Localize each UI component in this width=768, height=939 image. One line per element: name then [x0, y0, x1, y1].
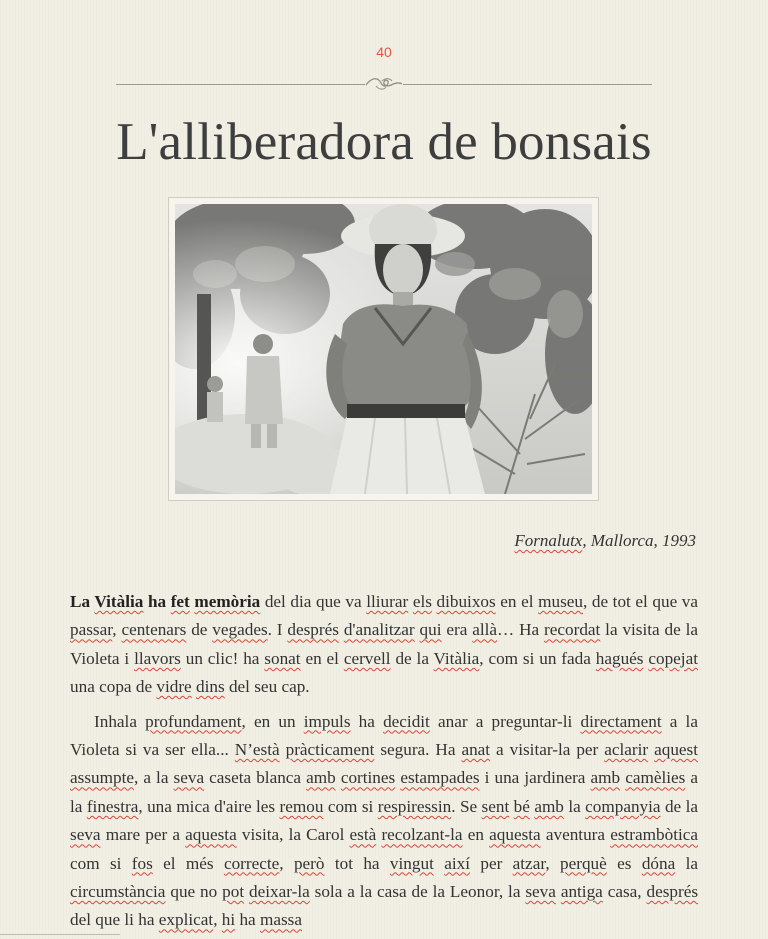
text-run: , — [279, 853, 294, 873]
text-run: sonat — [264, 648, 301, 668]
text-run: estampades — [400, 768, 480, 788]
text-run: amb — [306, 768, 336, 788]
text-run: lliurar — [366, 592, 409, 611]
text-run: que no — [165, 882, 223, 902]
text-run: del seu cap. — [224, 677, 310, 697]
text-run: perquè — [560, 853, 607, 873]
caption-rest: , Mallorca, 1993 — [582, 531, 696, 550]
text-run: a la Violeta si va ser ella... — [70, 711, 698, 760]
text-run: explicat — [158, 910, 214, 930]
text-run: qui — [419, 620, 442, 640]
text-run: allà — [472, 620, 498, 640]
text-run: , com si un fada — [479, 648, 596, 668]
text-run: sent — [481, 796, 510, 816]
text-run: vegades — [212, 620, 268, 640]
text-run: fet — [170, 592, 190, 611]
text-run: La — [70, 592, 95, 611]
text-run: memòria — [194, 592, 261, 611]
text-run: cervell — [343, 648, 391, 668]
text-run: , — [213, 910, 222, 930]
text-run: centenars — [121, 620, 187, 640]
text-run: . I — [267, 620, 288, 640]
text-run: decidit — [383, 711, 430, 731]
text-run: hagués — [595, 648, 644, 668]
text-run: aquesta — [489, 825, 541, 845]
text-run: fos — [131, 853, 153, 873]
page-number: 40 — [376, 44, 392, 60]
text-run: aquest — [654, 740, 699, 760]
text-run: i una jardinera — [479, 768, 591, 788]
text-run: en el — [300, 648, 344, 668]
text-run: , de tot el que va — [582, 592, 699, 611]
text-run: ha — [350, 711, 384, 731]
text-run: respiressin — [377, 796, 452, 816]
text-run: profundament — [145, 711, 242, 731]
text-run: el més — [152, 853, 224, 873]
text-run: antiga — [560, 882, 603, 902]
text-run: cortines — [340, 768, 396, 788]
text-run: era — [441, 620, 473, 640]
vintage-photo-image — [175, 204, 592, 494]
text-run: ha — [235, 910, 260, 930]
text-run: de la — [390, 648, 434, 668]
text-run: en — [462, 825, 490, 845]
text-run: però — [293, 853, 325, 873]
text-run: la visita de la Violeta i — [70, 620, 699, 668]
text-run: circumstància — [70, 882, 166, 902]
text-run: la — [675, 853, 698, 873]
photo-caption — [514, 531, 696, 551]
text-run: de — [186, 620, 213, 640]
text-run: , a la — [133, 768, 174, 788]
text-run: després — [287, 620, 339, 640]
text-run: , — [112, 620, 122, 640]
text-run: deixar-la — [249, 882, 310, 902]
text-run: del dia que va — [260, 592, 367, 611]
text-run: està — [349, 825, 377, 845]
text-run: camèlies — [625, 768, 686, 788]
text-run: aventura — [540, 825, 611, 845]
text-run: després — [646, 882, 699, 902]
text-run: per — [470, 853, 513, 873]
text-run: caseta blanca — [204, 768, 307, 788]
text-run: recolzant-la — [381, 825, 463, 845]
bottom-edge-rule — [0, 934, 120, 935]
text-run: copejat — [648, 648, 698, 668]
text-run: aquesta — [185, 825, 237, 845]
body-text — [70, 588, 698, 935]
text-run: , — [545, 853, 561, 873]
text-run: com si — [323, 796, 378, 816]
text-run: aclarir — [604, 740, 649, 760]
photo-frame — [168, 197, 599, 501]
chapter-title: L'alliberadora de bonsais — [116, 113, 652, 171]
text-run: a visitar-la per — [490, 740, 605, 760]
text-run: dibuixos — [436, 592, 496, 611]
text-run: . Se — [451, 796, 482, 816]
text-run: segura. Ha — [374, 740, 462, 760]
text-run: un clic! ha — [180, 648, 265, 668]
text-run: massa — [259, 910, 302, 930]
text-run: bé — [513, 796, 530, 816]
text-run: dóna — [641, 853, 676, 873]
text-run: amb — [534, 796, 564, 816]
text-run: seva — [70, 825, 101, 845]
paragraph-1 — [70, 588, 698, 702]
text-run: anar a preguntar-li — [429, 711, 581, 731]
text-run: sola a la casa de la Leonor, la — [309, 882, 526, 902]
text-run: , una mica d'aire les — [138, 796, 280, 816]
paragraph-2 — [70, 708, 698, 935]
header-rule-left — [116, 84, 365, 85]
text-run: vidre — [156, 677, 192, 697]
text-run: seva — [173, 768, 205, 788]
text-run: Vitàlia — [433, 648, 480, 668]
text-run: tot ha — [324, 853, 390, 873]
text-run: es — [606, 853, 642, 873]
header-rule-right — [403, 84, 652, 85]
text-run: correcte — [223, 853, 280, 873]
text-run: llavors — [134, 648, 181, 668]
text-run: passar — [70, 620, 113, 640]
text-run: finestra — [86, 796, 139, 816]
text-run: en el — [495, 592, 539, 611]
text-run: atzar — [512, 853, 546, 873]
text-run: els — [412, 592, 432, 611]
text-run: pràcticament — [285, 740, 375, 760]
text-run: la — [563, 796, 586, 816]
text-run: museu — [538, 592, 583, 611]
text-run: remou — [279, 796, 324, 816]
text-run: N’està — [234, 740, 280, 760]
text-run: pot — [222, 882, 245, 902]
text-run: seva — [525, 882, 556, 902]
text-run: de la — [660, 796, 699, 816]
text-run: , en un — [241, 711, 304, 731]
text-run: així — [444, 853, 470, 873]
text-run: amb — [590, 768, 621, 788]
text-run — [434, 854, 444, 873]
text-run: impuls — [303, 711, 351, 731]
text-run: companyia — [585, 796, 661, 816]
caption-place: Fornalutx — [514, 531, 583, 550]
text-run: com si — [70, 853, 132, 873]
text-run: Vitàlia — [94, 592, 144, 611]
flourish-ornament-icon — [364, 74, 404, 94]
text-run: mare per a — [100, 825, 186, 845]
text-run: recordat — [544, 620, 601, 640]
text-run: directament — [580, 711, 662, 731]
text-run: del que li ha — [70, 910, 159, 930]
text-run: anat — [461, 740, 491, 760]
text-run: una copa de — [70, 677, 157, 697]
text-run: a la — [70, 768, 699, 816]
text-run: assumpte — [70, 768, 134, 788]
text-run: casa, — [602, 882, 647, 902]
text-run: dins — [196, 677, 225, 697]
text-run: hi — [221, 910, 236, 930]
text-run: visita, la Carol — [236, 825, 350, 845]
text-run: vingut — [389, 853, 434, 873]
text-run: ha — [147, 592, 167, 611]
text-run: estrambòtica — [610, 825, 698, 845]
text-run: … Ha — [497, 620, 545, 640]
text-run: Inhala — [94, 711, 146, 731]
text-run: d'analitzar — [343, 620, 415, 640]
